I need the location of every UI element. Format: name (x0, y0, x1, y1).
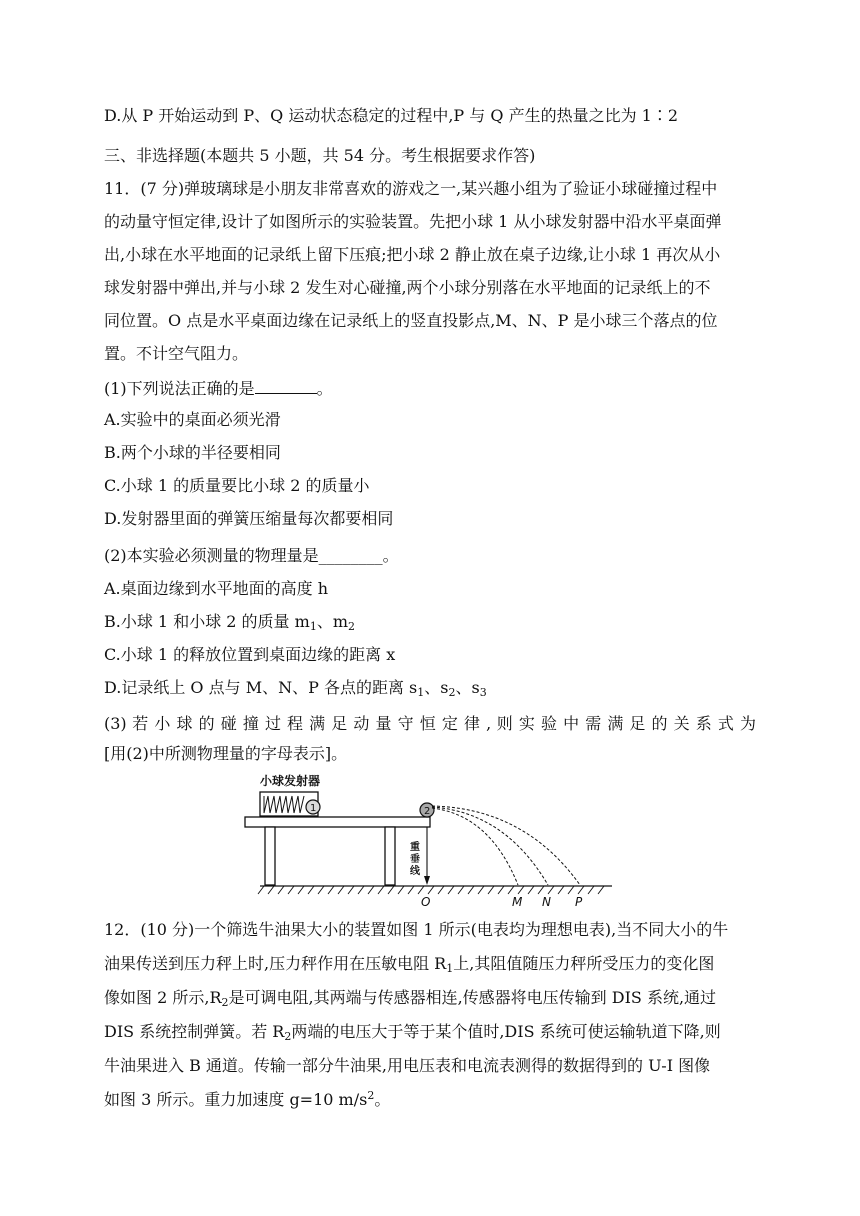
q11-text-1: 11．(7 分)弹玻璃球是小朋友非常喜欢的游戏之一,某兴趣小组为了验证小球碰撞过程中 (104, 179, 718, 198)
table-top (245, 817, 430, 827)
point-p-label: P (575, 895, 583, 909)
q11-text-6: 置。不计空气阻力。 (104, 344, 249, 363)
part3-text-1: (3) 若 小 球 的 碰 撞 过 程 满 足 动 量 守 恒 定 律 , 则 实 验 中 需 满 足 的 关 系 式 为 (104, 714, 756, 733)
q12-text-3 (104, 988, 716, 1008)
part2-option-b (104, 612, 355, 632)
part2-d-text: 、s (455, 678, 480, 697)
part2-option-a: A.桌面边缘到水平地面的高度 h (104, 579, 329, 598)
point-n-label: N (542, 895, 551, 909)
part2-d-text: D.记录纸上 O 点与 M、N、P 各点的距离 s (104, 678, 418, 697)
answer-blank (255, 377, 317, 394)
experiment-figure (240, 770, 620, 910)
part2-b-text: B.小球 1 和小球 2 的质量 m (104, 612, 310, 631)
table-leg-right (385, 827, 395, 885)
q11-text-3: 出,小球在水平地面的记录纸上留下压痕;把小球 2 静止放在桌子边缘,让小球 1 再次从小 (104, 245, 721, 264)
q12-text-4 (104, 1022, 721, 1042)
part2-b-text: 、m (316, 612, 348, 631)
part2-d-text: 、s (424, 678, 449, 697)
subscript: 2 (284, 1030, 292, 1043)
plumb-label: 重 (410, 842, 420, 853)
q11-text-5: 同位置。O 点是水平桌面边缘在记录纸上的竖直投影点,M、N、P 是小球三个落点的位 (104, 311, 718, 330)
part1-stem (104, 377, 333, 399)
subscript: 2 (448, 686, 456, 699)
table-leg-left (265, 827, 275, 885)
subscript: 2 (221, 996, 229, 1009)
part1-stem-text: (1)下列说法正确的是 (104, 379, 255, 398)
superscript: 2 (367, 1089, 375, 1102)
subscript: 1 (446, 962, 454, 975)
q12-text-5: 牛油果进入 B 通道。传输一部分牛油果,用电压表和电流表测得的数据得到的 U-I 图像 (104, 1056, 711, 1075)
q12-text-1: 12．(10 分)一个筛选牛油果大小的装置如图 1 所示(电表均为理想电表),当不同大小的牛 (104, 920, 729, 939)
q12-text: 油果传送到压力秤上时,压力秤作用在压敏电阻 R (104, 954, 447, 973)
part1-option-a: A.实验中的桌面必须光滑 (104, 410, 281, 429)
part2-stem: (2)本实验必须测量的物理量是________。 (104, 546, 399, 565)
q12-text-2 (104, 954, 714, 974)
launcher-label: 小球发射器 (260, 774, 321, 788)
section-heading: 三、非选择题(本题共 5 小题，共 54 分。考生根据要求作答) (104, 146, 536, 165)
q12-text: 是可调电阻,其两端与传感器相连,传感器将电压传输到 DIS 系统,通过 (228, 988, 717, 1007)
part3-text-2: [用(2)中所测物理量的字母表示]。 (104, 744, 348, 763)
part1-option-d: D.发射器里面的弹簧压缩量每次都要相同 (104, 509, 394, 528)
plumb-label: 线 (410, 866, 420, 877)
q12-text: 如图 3 所示。重力加速度 g=10 m/s (104, 1090, 368, 1109)
q12-text: DIS 系统控制弹簧。若 R (104, 1022, 285, 1041)
plumb-label: 垂 (410, 854, 420, 865)
q11-text-2: 的动量守恒定律,设计了如图所示的实验装置。先把小球 1 从小球发射器中沿水平桌面弹 (104, 212, 722, 231)
q11-text-4: 球发射器中弹出,并与小球 2 发生对心碰撞,两个小球分别落在水平地面的记录纸上的不 (104, 278, 711, 297)
subscript: 3 (479, 686, 487, 699)
part1-option-c: C.小球 1 的质量要比小球 2 的质量小 (104, 476, 370, 495)
option-d-line: D.从 P 开始运动到 P、Q 运动状态稳定的过程中,P 与 Q 产生的热量之比为 1∶2 (104, 106, 679, 125)
ball-1-label: 1 (310, 803, 317, 814)
subscript: 1 (309, 620, 317, 633)
subscript: 1 (417, 686, 425, 699)
ball-2-label: 2 (424, 806, 431, 817)
trajectory-p (432, 806, 580, 885)
q12-text: 。 (374, 1090, 391, 1109)
plumb-arrow (424, 876, 430, 885)
q12-text-6 (104, 1090, 390, 1110)
trajectory-n (432, 807, 548, 885)
subscript: 2 (348, 620, 355, 633)
trajectory-m (432, 808, 518, 885)
point-o-label: O (421, 895, 431, 909)
part1-option-b: B.两个小球的半径要相同 (104, 443, 281, 462)
q12-text: 两端的电压大于等于某个值时,DIS 系统可使运输轨道下降,则 (291, 1022, 721, 1041)
part2-option-d (104, 678, 487, 698)
part1-stem-end: 。 (316, 379, 333, 398)
spring (264, 796, 304, 813)
point-m-label: M (512, 895, 523, 909)
ground-hatching (258, 886, 604, 894)
q12-text: 上,其阻值随压力秤所受压力的变化图 (453, 954, 715, 973)
q12-text: 像如图 2 所示,R (104, 988, 222, 1007)
part2-option-c: C.小球 1 的释放位置到桌面边缘的距离 x (104, 645, 396, 664)
